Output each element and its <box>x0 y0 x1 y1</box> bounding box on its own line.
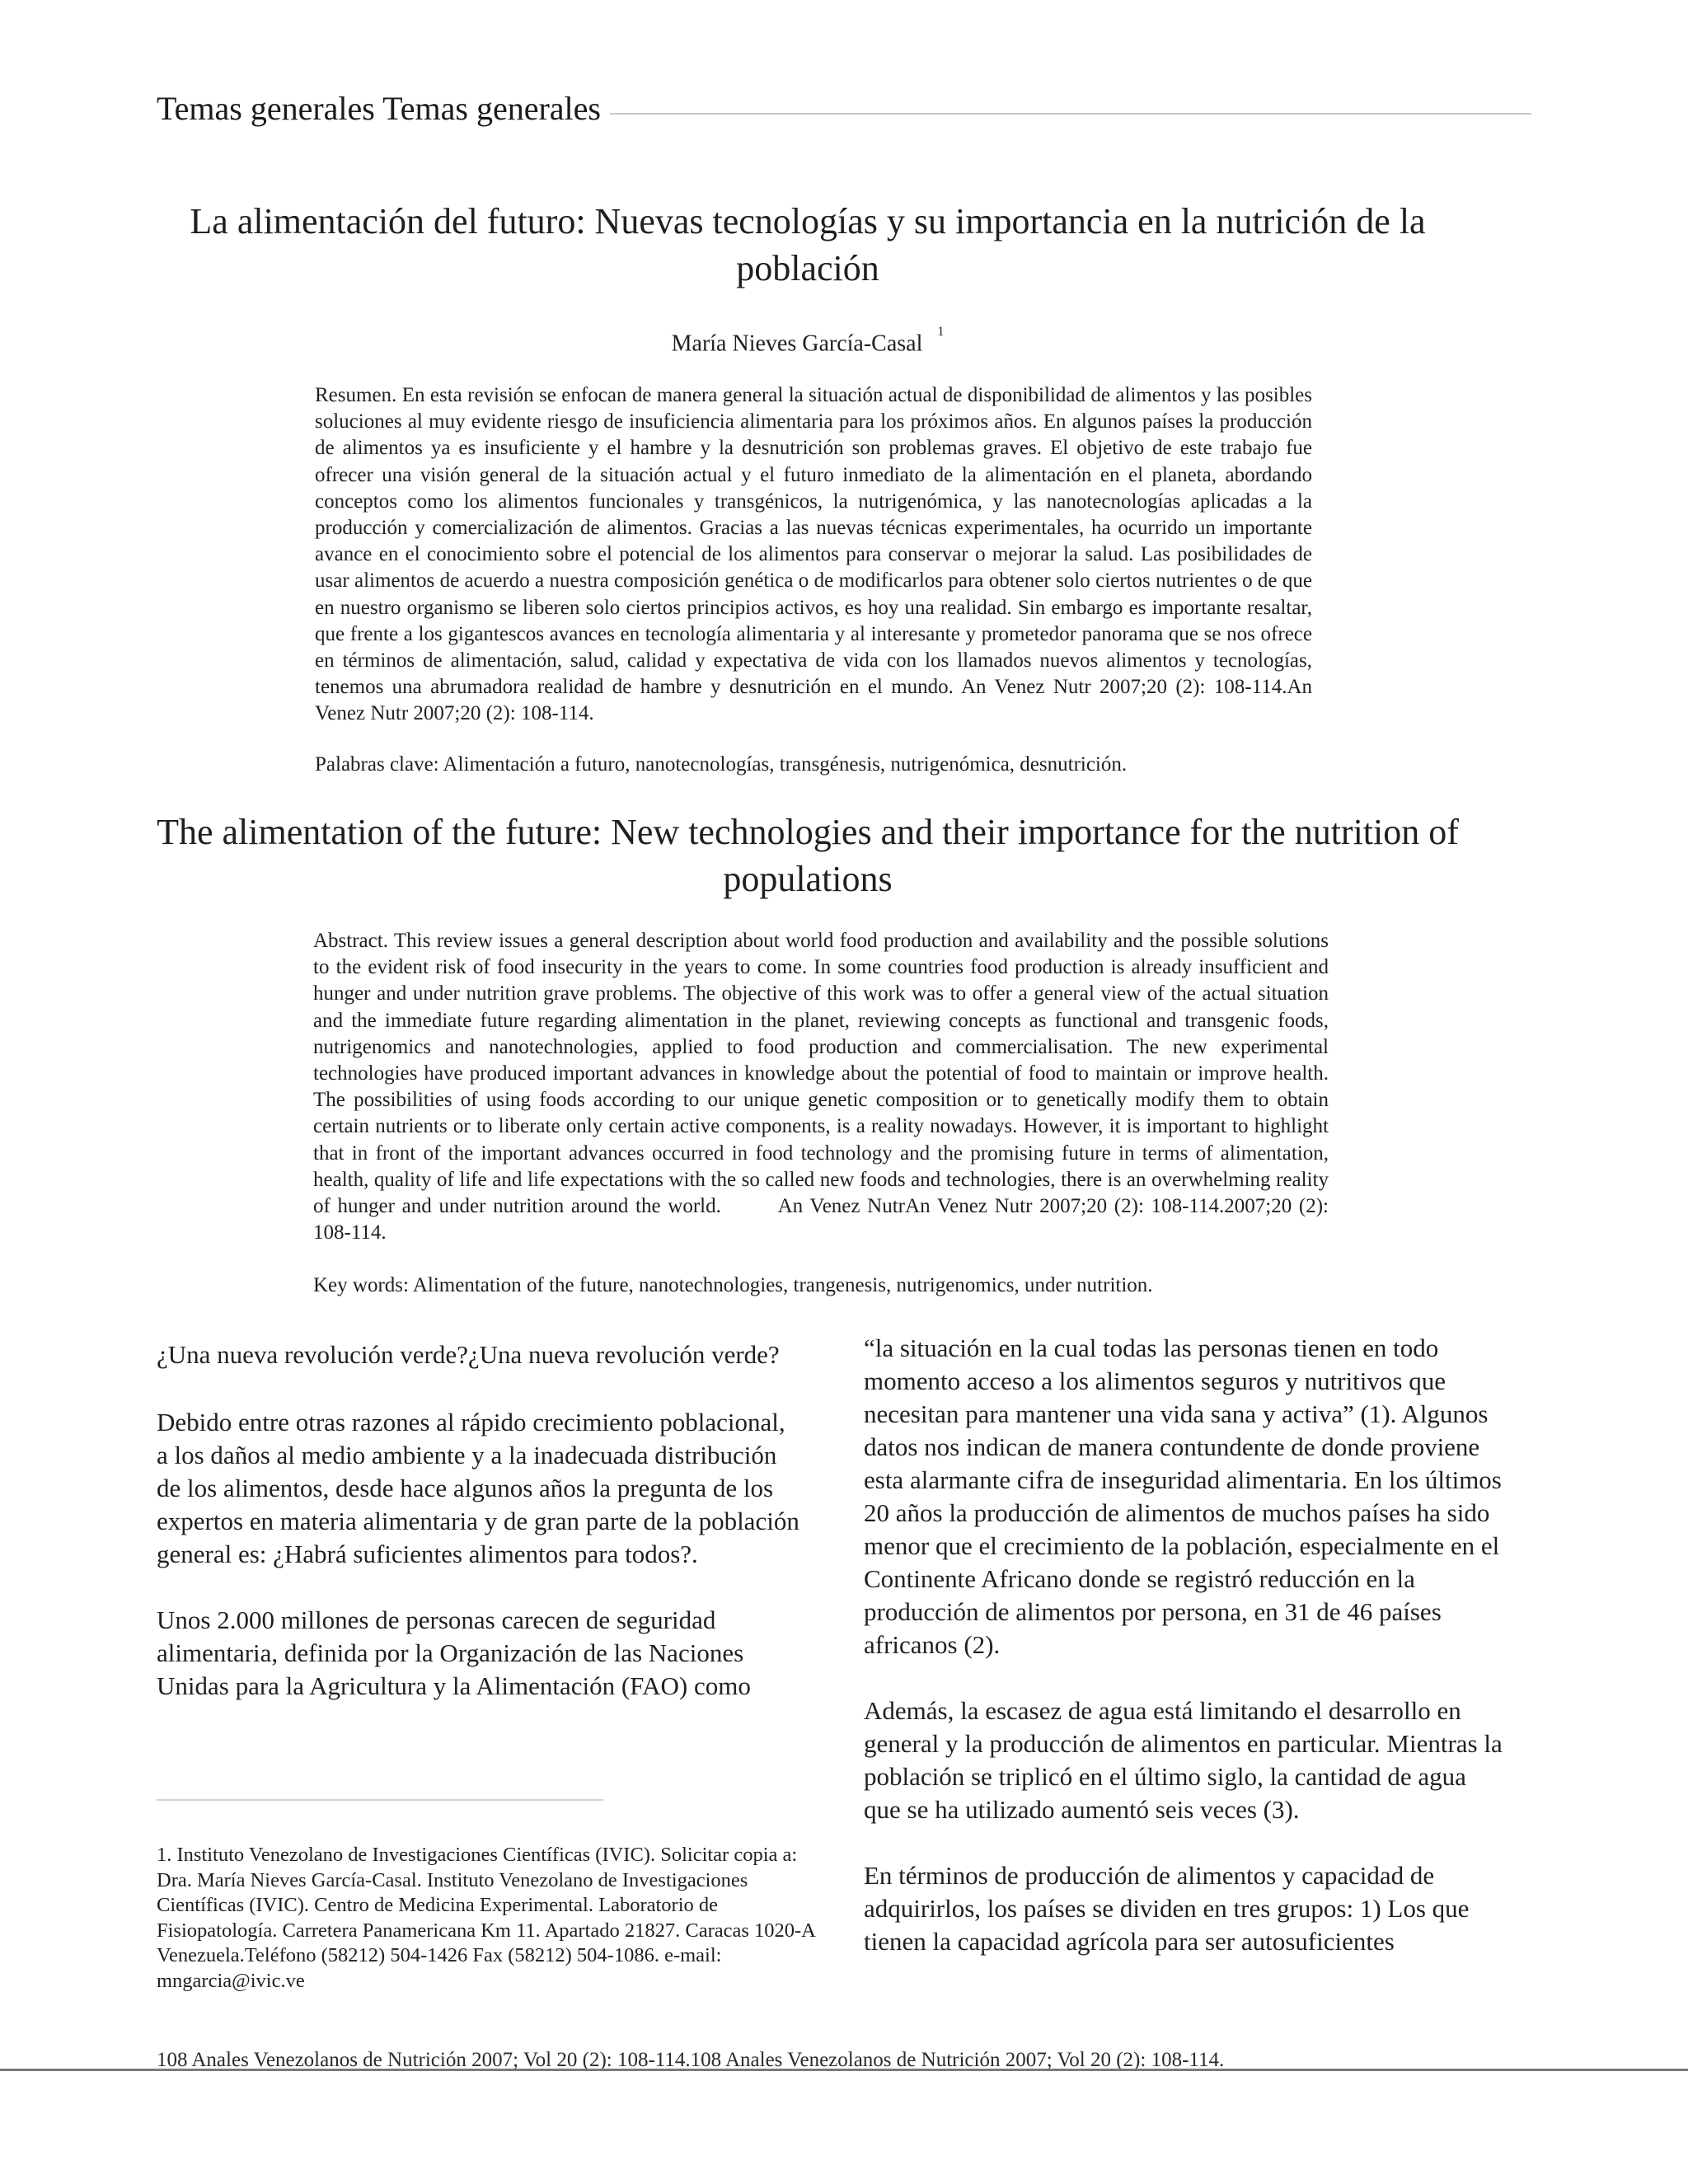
body-paragraph: “la situación en la cual todas las personas tienen en todo momento acceso a los alimentos seguros y nutritivos que necesitan para mantener una vida sana y activa” (1). Algunos datos nos indican de manera contundente de donde proviene esta alarmante cifra de inseguridad alimentaria. En los últimos 20 años la producción de alimentos de muchos países ha sido menor que el crecimiento de la población, especialmente en el Continente Africano donde se registró reducción en la producción de alimentos por persona, en 31 de 46 países africanos (2). <box>864 1333 1502 1659</box>
page-footer: 108 Anales Venezolanos de Nutrición 2007; Vol 20 (2): 108-114.108 Anales Venezolanos de Nutrición 2007; Vol 20 (2): 108-114. <box>157 2049 1225 2071</box>
footer-rule <box>0 2069 1688 2071</box>
body-paragraph: Unos 2.000 millones de personas carecen de seguridad alimentaria, definida por la Organización de las Naciones Unidas para la Agricultura y la Alimentación (FAO) como <box>157 1605 751 1700</box>
abstract-en-citation: An Venez NutrAn Venez Nutr 2007;20 (2): 108-114.2007;20 (2): 108-114. <box>313 1195 1329 1244</box>
body-paragraph: Debido entre otras razones al rápido crecimiento poblacional, a los daños al medio ambiente y a la inadecuada distribución de los alimentos, desde hace algunos años la pregunta de los expertos en materia alimentaria y de gran parte de la población general es: ¿Habrá suficientes alimentos para todos?. <box>157 1408 799 1568</box>
running-header: Temas generales Temas generales <box>157 90 601 127</box>
keywords-es: Palabras clave: Alimentación a futuro, nanotecnologías, transgénesis, nutrigenómica, desnutrición. <box>315 753 1128 776</box>
body-column-right <box>864 1332 1507 1958</box>
section-heading: ¿Una nueva revolución verde?¿Una nueva revolución verde? <box>157 1340 780 1369</box>
abstract-es <box>315 382 1312 728</box>
header-rule <box>610 113 1531 115</box>
abstract-en <box>313 928 1329 1246</box>
abstract-es-citation: An Venez Nutr 2007;20 (2): 108-114.An Venez Nutr 2007;20 (2): 108-114. <box>315 676 1313 725</box>
article-title-en: The alimentation of the future: New technologies and their importance for the nutrition of populations <box>157 812 1459 899</box>
body-column-left <box>157 1406 799 1703</box>
footnote-rule <box>157 1799 603 1801</box>
body-paragraph: En términos de producción de alimentos y capacidad de adquirirlos, los países se dividen en tres grupos: 1) Los que tienen la capacidad agrícola para ser autosuficientes <box>864 1861 1470 1956</box>
author-affiliation-marker: 1 <box>937 325 945 339</box>
keywords-en: Key words: Alimentation of the future, nanotechnologies, trangenesis, nutrigenomics, under nutrition. <box>313 1274 1153 1296</box>
body-paragraph: Además, la escasez de agua está limitando el desarrollo en general y la producción de alimentos en particular. Mientras la población se triplicó en el último siglo, la cantidad de agua que se ha utilizado aumentó seis veces (3). <box>864 1696 1503 1824</box>
abstract-es-text: Resumen. En esta revisión se enfocan de manera general la situación actual de disponibilidad de alimentos y las posibles soluciones al muy evidente riesgo de insuficiencia alimentaria para los próximos años. En algunos países la producción de alimentos ya es insuficiente y el hambre y la desnutrición son problemas graves. El objetivo de este trabajo fue ofrecer una visión general de la situación actual y el futuro inmediato de la alimentación en el planeta, abordando conceptos como los alimentos funcionales y transgénicos, la nutrigenómica, y las nanotecnologías aplicadas a la producción y comercialización de alimentos. Gracias a las nuevas técnicas experimentales, ha ocurrido un importante avance en el conocimiento sobre el potencial de los alimentos para conservar o mejorar la salud. Las posibilidades de usar alimentos de acuerdo a nuestra composición genética o de modificarlos para obtener solo ciertos nutrientes o de que en nuestro organismo se liberen solo ciertos principios activos, es hoy una realidad. Sin embargo es importante resaltar, que frente a los gigantescos avances en tecnología alimentaria y al interesante y prometedor panorama que se nos ofrece en términos de alimentación, salud, calidad y expectativa de vida con los llamados nuevos alimentos y tecnologías, tenemos una abrumadora realidad de hambre y desnutrición en el mundo. <box>315 384 1312 699</box>
author-line <box>157 325 1459 358</box>
footnote: 1. Instituto Venezolano de Investigaciones Científicas (IVIC). Solicitar copia a: Dra. María Nieves García-Casal. Instituto Venezolano de Investigaciones Científicas (IVIC). Centro de Medicina Experimental. Laboratorio de Fisiopatología. Carretera Panamericana Km 11. Apartado 21827. Caracas 1020-A Venezuela.Teléfono (58212) 504-1426 Fax (58212) 504-1086. e-mail: mngarcia@ivic.ve <box>157 1844 815 1992</box>
abstract-en-text: Abstract. This review issues a general description about world food production and availability and the possible solutions to the evident risk of food insecurity in the years to come. In some countries food production is already insufficient and hunger and under nutrition grave problems. The objective of this work was to offer a general view of the actual situation and the immediate future regarding alimentation in the planet, reviewing concepts as functional and transgenic foods, nutrigenomics and nanotechnologies, applied to food production and commercialisation. The new experimental technologies have produced important advances in knowledge about the potential of food to maintain or improve health. The possibilities of using foods according to our unique genetic composition or to genetically modify them to obtain certain nutrients or to liberate only certain active components, is a reality nowadays. However, it is important to highlight that in front of the important advances occurred in food technology and the promising future in terms of alimentation, health, quality of life and life expectations with the so called new foods and technologies, there is an overwhelming reality of hunger and under nutrition around the world. <box>313 930 1329 1218</box>
author-name: María Nieves García-Casal <box>671 330 923 357</box>
article-title-es: La alimentación del futuro: Nuevas tecnologías y su importancia en la nutrición de la población <box>190 201 1426 288</box>
